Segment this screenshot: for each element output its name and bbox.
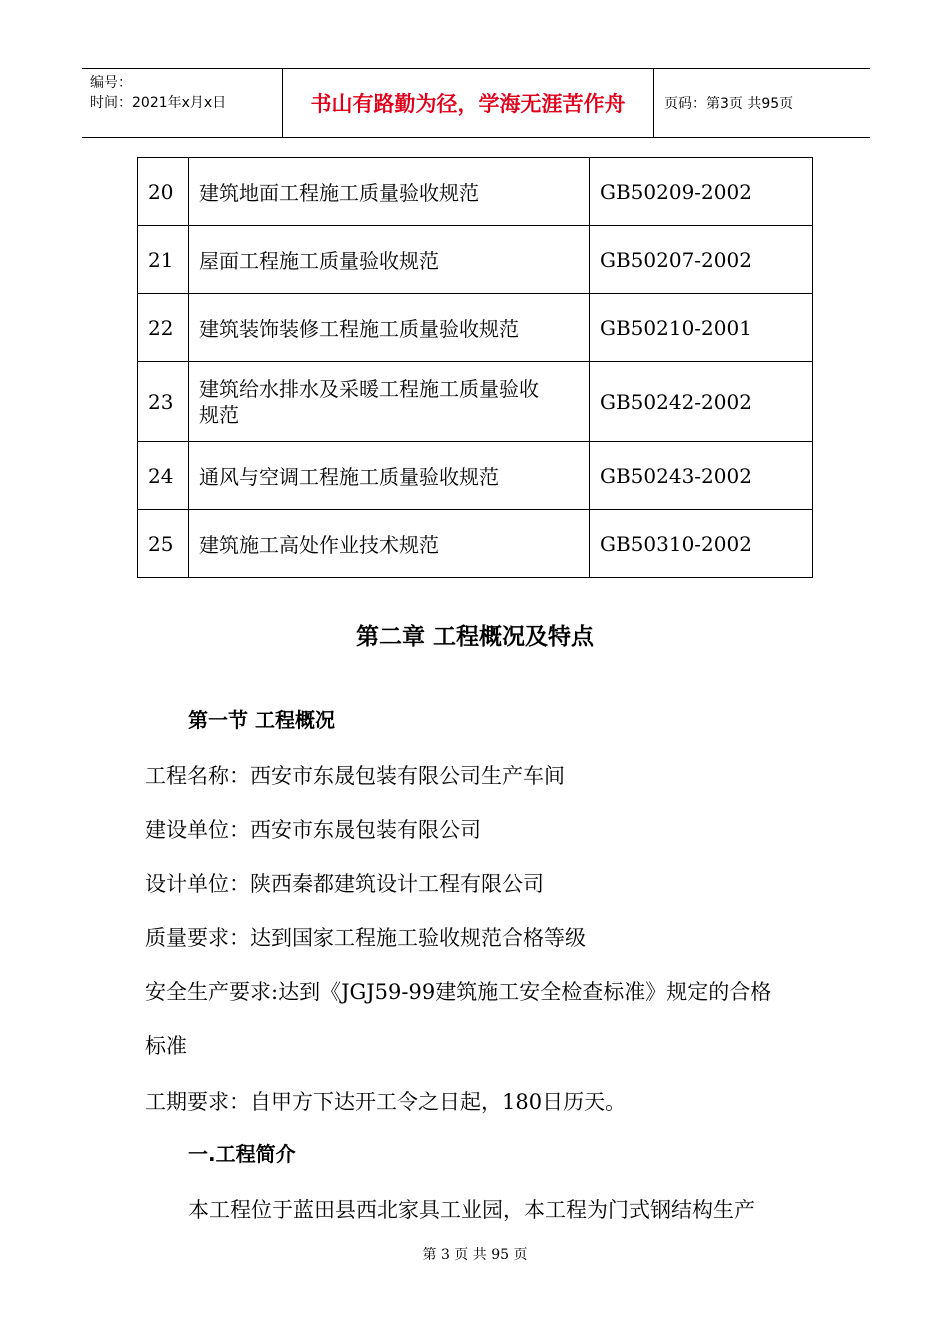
header-motto: 书山有路勤为径，学海无涯苦作舟: [310, 92, 626, 116]
standard-name: 屋面工程施工质量验收规范: [189, 226, 590, 294]
standard-code: GB50310-2002: [590, 510, 813, 578]
standard-name: 建筑装饰装修工程施工质量验收规范: [189, 294, 590, 362]
table-row: [138, 442, 813, 510]
page-header: [82, 68, 870, 138]
project-name: 工程名称：西安市东晟包装有限公司生产车间: [145, 764, 565, 788]
row-number: 20: [138, 158, 189, 226]
section-title: 第一节 工程概况: [188, 708, 335, 732]
standard-name: 建筑施工高处作业技术规范: [189, 510, 590, 578]
project-owner: 建设单位：西安市东晟包装有限公司: [145, 818, 481, 842]
project-quality: 质量要求：达到国家工程施工验收规范合格等级: [145, 926, 586, 950]
table-row: [138, 294, 813, 362]
header-motto-cell: [282, 69, 654, 137]
standard-code: GB50209-2002: [590, 158, 813, 226]
row-number: 22: [138, 294, 189, 362]
table-row: [138, 158, 813, 226]
project-designer: 设计单位：陕西秦都建筑设计工程有限公司: [145, 872, 544, 896]
row-number: 21: [138, 226, 189, 294]
row-number: 23: [138, 362, 189, 442]
table-row: [138, 226, 813, 294]
chapter-title: 第二章 工程概况及特点: [355, 624, 594, 650]
header-time: 时间：2021年x月x日: [90, 95, 227, 111]
standard-code: GB50210-2001: [590, 294, 813, 362]
standards-table: [137, 157, 813, 578]
project-schedule: 工期要求：自甲方下达开工令之日起，180日历天。: [145, 1090, 627, 1114]
standard-code: GB50207-2002: [590, 226, 813, 294]
project-safety-line: 标准: [145, 1034, 187, 1058]
standard-code: GB50242-2002: [590, 362, 813, 442]
header-number: 编号：: [90, 75, 132, 91]
project-safety-line: 安全生产要求:达到《JGJ59-99建筑施工安全检查标准》规定的合格: [145, 980, 772, 1004]
subsection-title: 一.工程简介: [188, 1142, 296, 1166]
intro-text: 本工程位于蓝田县西北家具工业园，本工程为门式钢结构生产: [188, 1198, 755, 1222]
page-footer: 第 3 页 共 95 页: [422, 1247, 528, 1263]
standard-name: 建筑地面工程施工质量验收规范: [189, 158, 590, 226]
standard-code: GB50243-2002: [590, 442, 813, 510]
table-row: [138, 510, 813, 578]
header-page-info: 页码：第3页 共95页: [664, 96, 794, 112]
header-meta: [82, 69, 282, 137]
standard-name: [189, 362, 590, 442]
row-number: 24: [138, 442, 189, 510]
table-row: [138, 362, 813, 442]
standard-name: 通风与空调工程施工质量验收规范: [189, 442, 590, 510]
row-number: 25: [138, 510, 189, 578]
standard-name-line: 建筑给水排水及采暖工程施工质量验收: [199, 376, 539, 401]
standard-name-line: 规范: [199, 402, 239, 427]
